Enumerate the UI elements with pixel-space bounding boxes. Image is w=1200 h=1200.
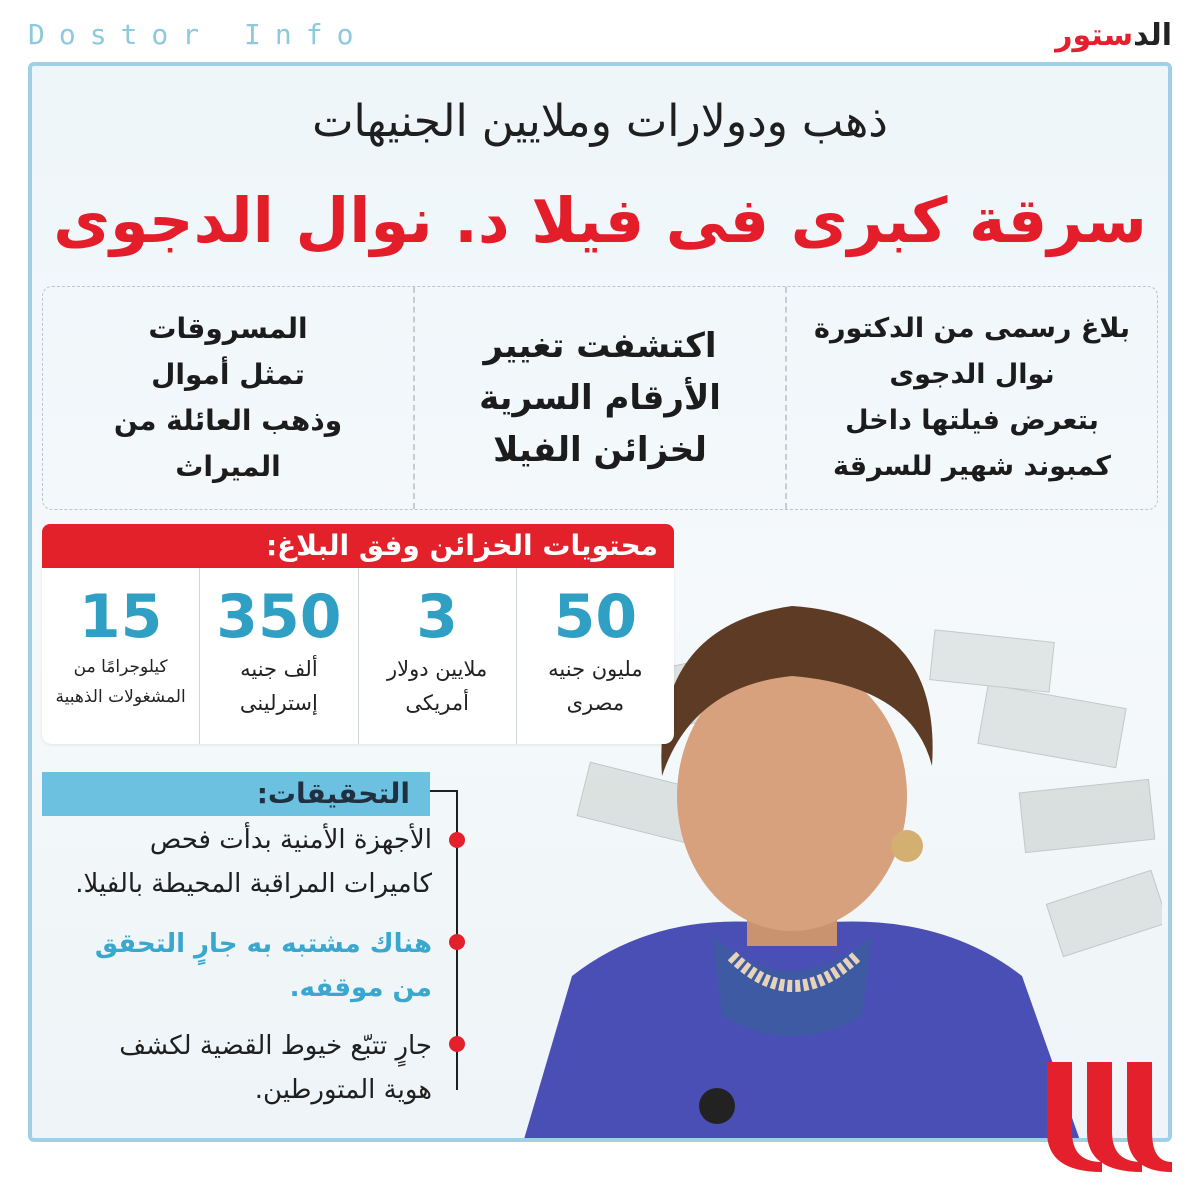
fact-stolen-line: الميراث (175, 450, 281, 483)
fact-codes-line: لخزائن الفيلا (493, 430, 707, 470)
earring-icon (891, 830, 923, 862)
fact-report-line: نوال الدجوى (889, 359, 1055, 390)
investigation-line: من موقفه. (289, 973, 432, 1003)
contents-header: محتويات الخزائن وفق البلاغ: (42, 524, 674, 568)
fact-codes-changed (415, 287, 787, 509)
subtitle: ذهب ودولارات وملايين الجنيهات (312, 96, 888, 147)
stat-label: إسترلينى (239, 691, 318, 715)
stat-label: المشغولات الذهبية (55, 687, 186, 707)
stat-number: 350 (216, 582, 342, 652)
investigation-line: الأجهزة الأمنية بدأت فحص (149, 825, 432, 855)
investigation-item-suspect (42, 922, 432, 1010)
stat-label: ألف جنيه (240, 657, 318, 681)
fact-stolen-line: المسروقات (148, 312, 308, 345)
stat-egp (517, 568, 674, 744)
investigation-line: جارٍ تتبّع خيوط القضية لكشف (119, 1031, 432, 1061)
stat-label: كيلوجرامًا من (73, 657, 168, 677)
fact-report-line: بتعرض فيلتها داخل (845, 405, 1099, 436)
fact-codes-line: الأرقام السرية (479, 378, 721, 418)
investigation-item (42, 818, 432, 906)
fact-stolen-line: وذهب العائلة من (113, 404, 343, 437)
stat-label: أمريكى (405, 691, 469, 715)
fact-report-line: بلاغ رسمى من الدكتورة (814, 313, 1130, 344)
facts-panel (42, 286, 1158, 510)
main-title: سرقة كبرى فى فيلا د. نوال الدجوى (53, 184, 1147, 257)
brand-watermark: Dostor Info (28, 18, 368, 51)
stat-label: مصرى (566, 691, 625, 715)
investigation-line: كاميرات المراقبة المحيطة بالفيلا. (75, 869, 432, 899)
stat-label: ملايين دولار (387, 657, 488, 681)
bullet-icon (449, 832, 465, 848)
stat-number: 15 (78, 582, 163, 652)
brand-corner-logo-icon (1042, 1062, 1172, 1172)
fact-codes-line: اكتشفت تغيير (483, 326, 717, 366)
bullet-icon (449, 934, 465, 950)
fact-report (787, 287, 1157, 509)
fact-stolen-items (43, 287, 415, 509)
infographic-frame (28, 62, 1172, 1142)
stat-number: 3 (416, 582, 458, 652)
stat-usd (359, 568, 517, 744)
stat-number: 50 (553, 582, 638, 652)
brand-logo (1055, 18, 1172, 53)
microphone-icon (699, 1088, 735, 1124)
stat-label: مليون جنيه (548, 657, 643, 681)
contents-stats (42, 568, 674, 744)
bullet-icon (449, 1036, 465, 1052)
investigation-line: هوية المتورطين. (254, 1075, 432, 1105)
investigation-line: هناك مشتبه به جارٍ التحقق (94, 929, 432, 959)
timeline-cap (430, 790, 458, 792)
investigations-header: التحقيقات: (42, 772, 430, 816)
fact-stolen-line: تمثل أموال (151, 358, 305, 391)
investigation-item (42, 1024, 432, 1112)
fact-report-line: كمبوند شهير للسرقة (833, 451, 1111, 482)
stat-gold (42, 568, 200, 744)
stat-gbp (200, 568, 358, 744)
logo-prefix: الد (1133, 18, 1172, 53)
logo-accent: ستور (1055, 18, 1134, 53)
